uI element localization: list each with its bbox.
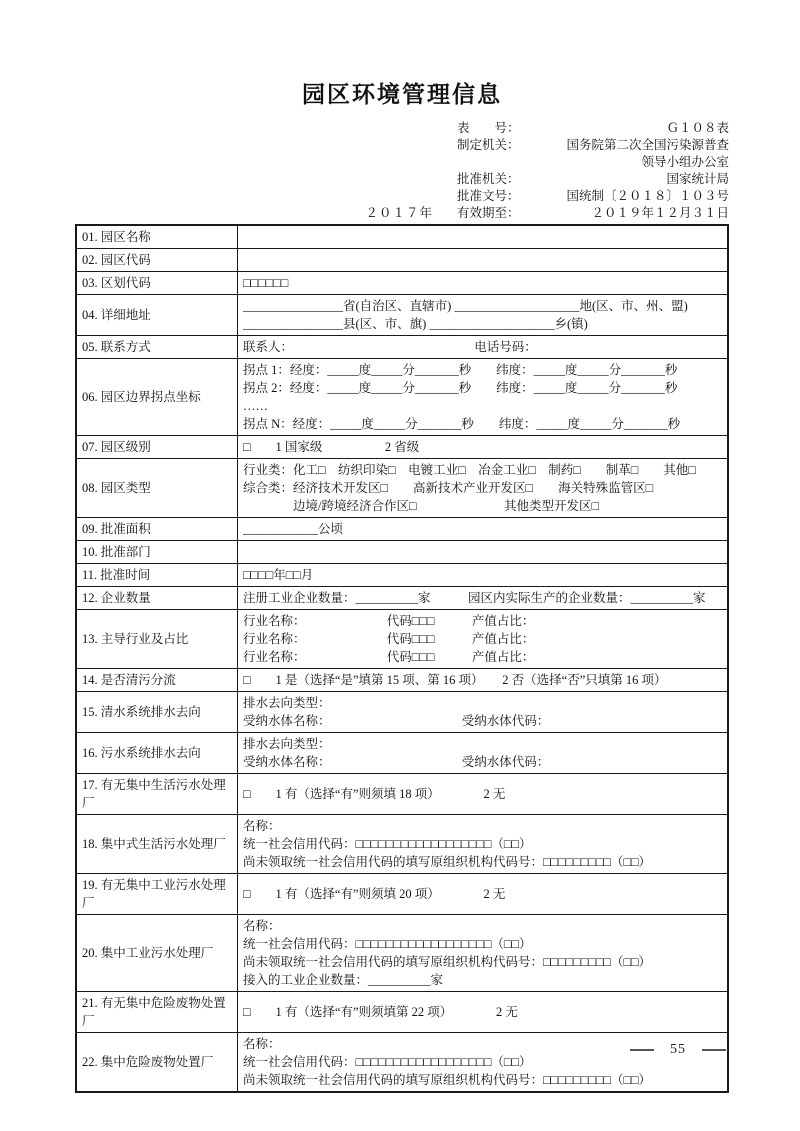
form-line: …… xyxy=(243,399,268,413)
form-line: 接入的工业企业数量：__________家 xyxy=(243,973,444,987)
form-line: 联系人： 电话号码： xyxy=(243,340,537,354)
form-line xyxy=(243,251,722,269)
form-line: 边境/跨境经济合作区□ 其他类型开发区□ xyxy=(243,499,600,513)
form-line: 综合类：经济技术开发区□ 高新技术产业开发区□ 海关特殊监管区□ xyxy=(243,481,654,495)
row-label: 08. 园区类型 xyxy=(76,459,238,518)
form-line: □ 1 是（选择“是”填第 15 项、第 16 项） 2 否（选择“否”只填第 16 项） xyxy=(243,673,667,687)
table-row xyxy=(76,992,728,1033)
table-row xyxy=(76,564,728,587)
row-content xyxy=(238,992,729,1033)
form-line: 注册工业企业数量：__________家 园区内实际生产的企业数量：__________家 xyxy=(243,591,706,605)
form-line: 尚未领取统一社会信用代码的填写原组织机构代码号：□□□□□□□□□（□□） xyxy=(243,855,652,869)
row-label: 20. 集中工业污水处理厂 xyxy=(76,915,238,992)
form-line: □□□□□□ xyxy=(243,276,289,290)
row-content xyxy=(238,541,729,564)
form-line: 名称： xyxy=(243,819,281,833)
row-content xyxy=(238,915,729,992)
meta-label: 表 号： xyxy=(457,121,520,135)
row-label: 11. 批准时间 xyxy=(76,564,238,587)
row-label: 09. 批准面积 xyxy=(76,518,238,541)
form-line: 行业名称： 代码□□□ 产值占比： xyxy=(243,650,535,664)
form-table-body xyxy=(76,225,728,1092)
table-row xyxy=(76,295,728,336)
row-label: 01. 园区名称 xyxy=(76,225,238,249)
form-line: 受纳水体名称： 受纳水体代码： xyxy=(243,755,550,769)
page-number-dash-left xyxy=(630,1049,654,1051)
row-content xyxy=(238,733,729,774)
row-label: 18. 集中式生活污水处理厂 xyxy=(76,815,238,874)
form-line: 排水去向类型： xyxy=(243,737,331,751)
meta-label: 批准机关： xyxy=(457,172,520,186)
meta-label: 批准文号： xyxy=(457,189,520,203)
meta-value: 领导小组办公室 xyxy=(641,155,729,169)
form-line: 拐点 1：经度：_____度_____分_______秒 纬度：_____度_____分_______秒 xyxy=(243,363,678,377)
form-line: 统一社会信用代码：□□□□□□□□□□□□□□□□□□（□□） xyxy=(243,937,532,951)
table-row xyxy=(76,692,728,733)
form-line: 拐点 2：经度：_____度_____分_______秒 纬度：_____度_____分_______秒 xyxy=(243,381,678,395)
table-row xyxy=(76,359,728,436)
row-label: 22. 集中危险废物处置厂 xyxy=(76,1033,238,1093)
meta-label: 有效期至： xyxy=(457,206,520,220)
meta-value: 国家统计局 xyxy=(666,172,729,186)
row-label: 07. 园区级别 xyxy=(76,436,238,459)
row-label: 12. 企业数量 xyxy=(76,587,238,610)
row-label: 16. 污水系统排水去向 xyxy=(76,733,238,774)
form-line: □ 1 有（选择“有”则须填第 22 项） 2 无 xyxy=(243,1005,518,1019)
form-line: 行业名称： 代码□□□ 产值占比： xyxy=(243,614,535,628)
table-row xyxy=(76,249,728,272)
table-row xyxy=(76,915,728,992)
row-content xyxy=(238,587,729,610)
row-content xyxy=(238,459,729,518)
form-line: 统一社会信用代码：□□□□□□□□□□□□□□□□□□（□□） xyxy=(243,837,532,851)
row-content xyxy=(238,610,729,669)
form-line: 尚未领取统一社会信用代码的填写原组织机构代码号：□□□□□□□□□（□□） xyxy=(243,955,652,969)
row-content xyxy=(238,564,729,587)
form-line: 拐点 N：经度：_____度_____分_______秒 纬度：_____度_____分_______秒 xyxy=(243,417,681,431)
row-label: 21. 有无集中危险废物处置厂 xyxy=(76,992,238,1033)
form-line: ____________公顷 xyxy=(243,522,344,536)
row-label: 04. 详细地址 xyxy=(76,295,238,336)
row-label: 06. 园区边界拐点坐标 xyxy=(76,359,238,436)
row-content xyxy=(238,874,729,915)
meta-value: ２０１９年１２月３１日 xyxy=(591,206,729,220)
form-line: □ 1 国家级 2 省级 xyxy=(243,440,420,454)
form-line: 统一社会信用代码：□□□□□□□□□□□□□□□□□□（□□） xyxy=(243,1055,532,1069)
table-row xyxy=(76,669,728,692)
form-line: □ 1 有（选择“有”则须填 20 项） 2 无 xyxy=(243,887,506,901)
meta-row-approval-document xyxy=(75,188,729,205)
row-content xyxy=(238,295,729,336)
meta-label: 制定机关： xyxy=(457,138,520,152)
meta-row-issuing-agency-cont xyxy=(75,154,729,171)
meta-value: 国统制〔２０１８〕１０３号 xyxy=(566,189,729,203)
row-content xyxy=(238,692,729,733)
table-row xyxy=(76,459,728,518)
table-row xyxy=(76,587,728,610)
table-row xyxy=(76,336,728,359)
row-content xyxy=(238,336,729,359)
form-table xyxy=(75,224,729,1093)
table-row xyxy=(76,436,728,459)
form-line: □□□□年□□月 xyxy=(243,568,314,582)
row-content xyxy=(238,359,729,436)
row-content xyxy=(238,225,729,249)
form-line xyxy=(243,228,722,246)
meta-value: Ｇ１０８表 xyxy=(666,121,729,135)
table-row xyxy=(76,225,728,249)
page-title: 园区环境管理信息 xyxy=(302,82,502,107)
row-label: 10. 批准部门 xyxy=(76,541,238,564)
form-line: ________________县(区、市、旗) ____________________乡(镇) xyxy=(243,317,588,331)
row-content xyxy=(238,815,729,874)
form-line: ________________省(自治区、直辖市) ____________________地(区、市、州、盟) xyxy=(243,299,688,313)
row-label: 03. 区划代码 xyxy=(76,272,238,295)
form-line: 受纳水体名称： 受纳水体代码： xyxy=(243,714,550,728)
meta-row-validity xyxy=(75,205,729,222)
row-content xyxy=(238,669,729,692)
row-content xyxy=(238,518,729,541)
meta-value: 国务院第二次全国污染源普查 xyxy=(566,138,729,152)
form-content xyxy=(75,0,729,1093)
table-row xyxy=(76,774,728,815)
meta-row-form-number xyxy=(75,120,729,137)
form-line: 尚未领取统一社会信用代码的填写原组织机构代码号：□□□□□□□□□（□□） xyxy=(243,1073,652,1087)
row-content xyxy=(238,249,729,272)
table-row xyxy=(76,610,728,669)
table-row xyxy=(76,815,728,874)
form-line: 行业名称： 代码□□□ 产值占比： xyxy=(243,632,535,646)
row-label: 15. 清水系统排水去向 xyxy=(76,692,238,733)
row-content xyxy=(238,436,729,459)
page-number xyxy=(630,1042,726,1058)
table-row xyxy=(76,733,728,774)
form-line: 名称： xyxy=(243,1037,281,1051)
row-content xyxy=(238,774,729,815)
page-number-dash-right xyxy=(702,1049,726,1051)
form-line xyxy=(243,543,722,561)
table-row xyxy=(76,541,728,564)
meta-row-issuing-agency xyxy=(75,137,729,154)
form-line: 排水去向类型： xyxy=(243,696,331,710)
row-label: 13. 主导行业及占比 xyxy=(76,610,238,669)
form-line: 行业类：化工□ 纺织印染□ 电镀工业□ 冶金工业□ 制药□ 制革□ 其他□ xyxy=(243,463,696,477)
table-row xyxy=(76,518,728,541)
row-label: 02. 园区代码 xyxy=(76,249,238,272)
row-label: 17. 有无集中生活污水处理厂 xyxy=(76,774,238,815)
meta-year-prefix: ２０１７年 xyxy=(365,206,433,220)
form-line: □ 1 有（选择“有”则须填 18 项） 2 无 xyxy=(243,787,506,801)
row-label: 19. 有无集中工业污水处理厂 xyxy=(76,874,238,915)
form-meta xyxy=(75,120,729,222)
form-line: 名称： xyxy=(243,919,281,933)
row-content xyxy=(238,272,729,295)
table-row xyxy=(76,272,728,295)
meta-row-approving-agency xyxy=(75,171,729,188)
row-label: 14. 是否清污分流 xyxy=(76,669,238,692)
table-row xyxy=(76,874,728,915)
page-number-value: 55 xyxy=(670,1042,686,1057)
row-label: 05. 联系方式 xyxy=(76,336,238,359)
